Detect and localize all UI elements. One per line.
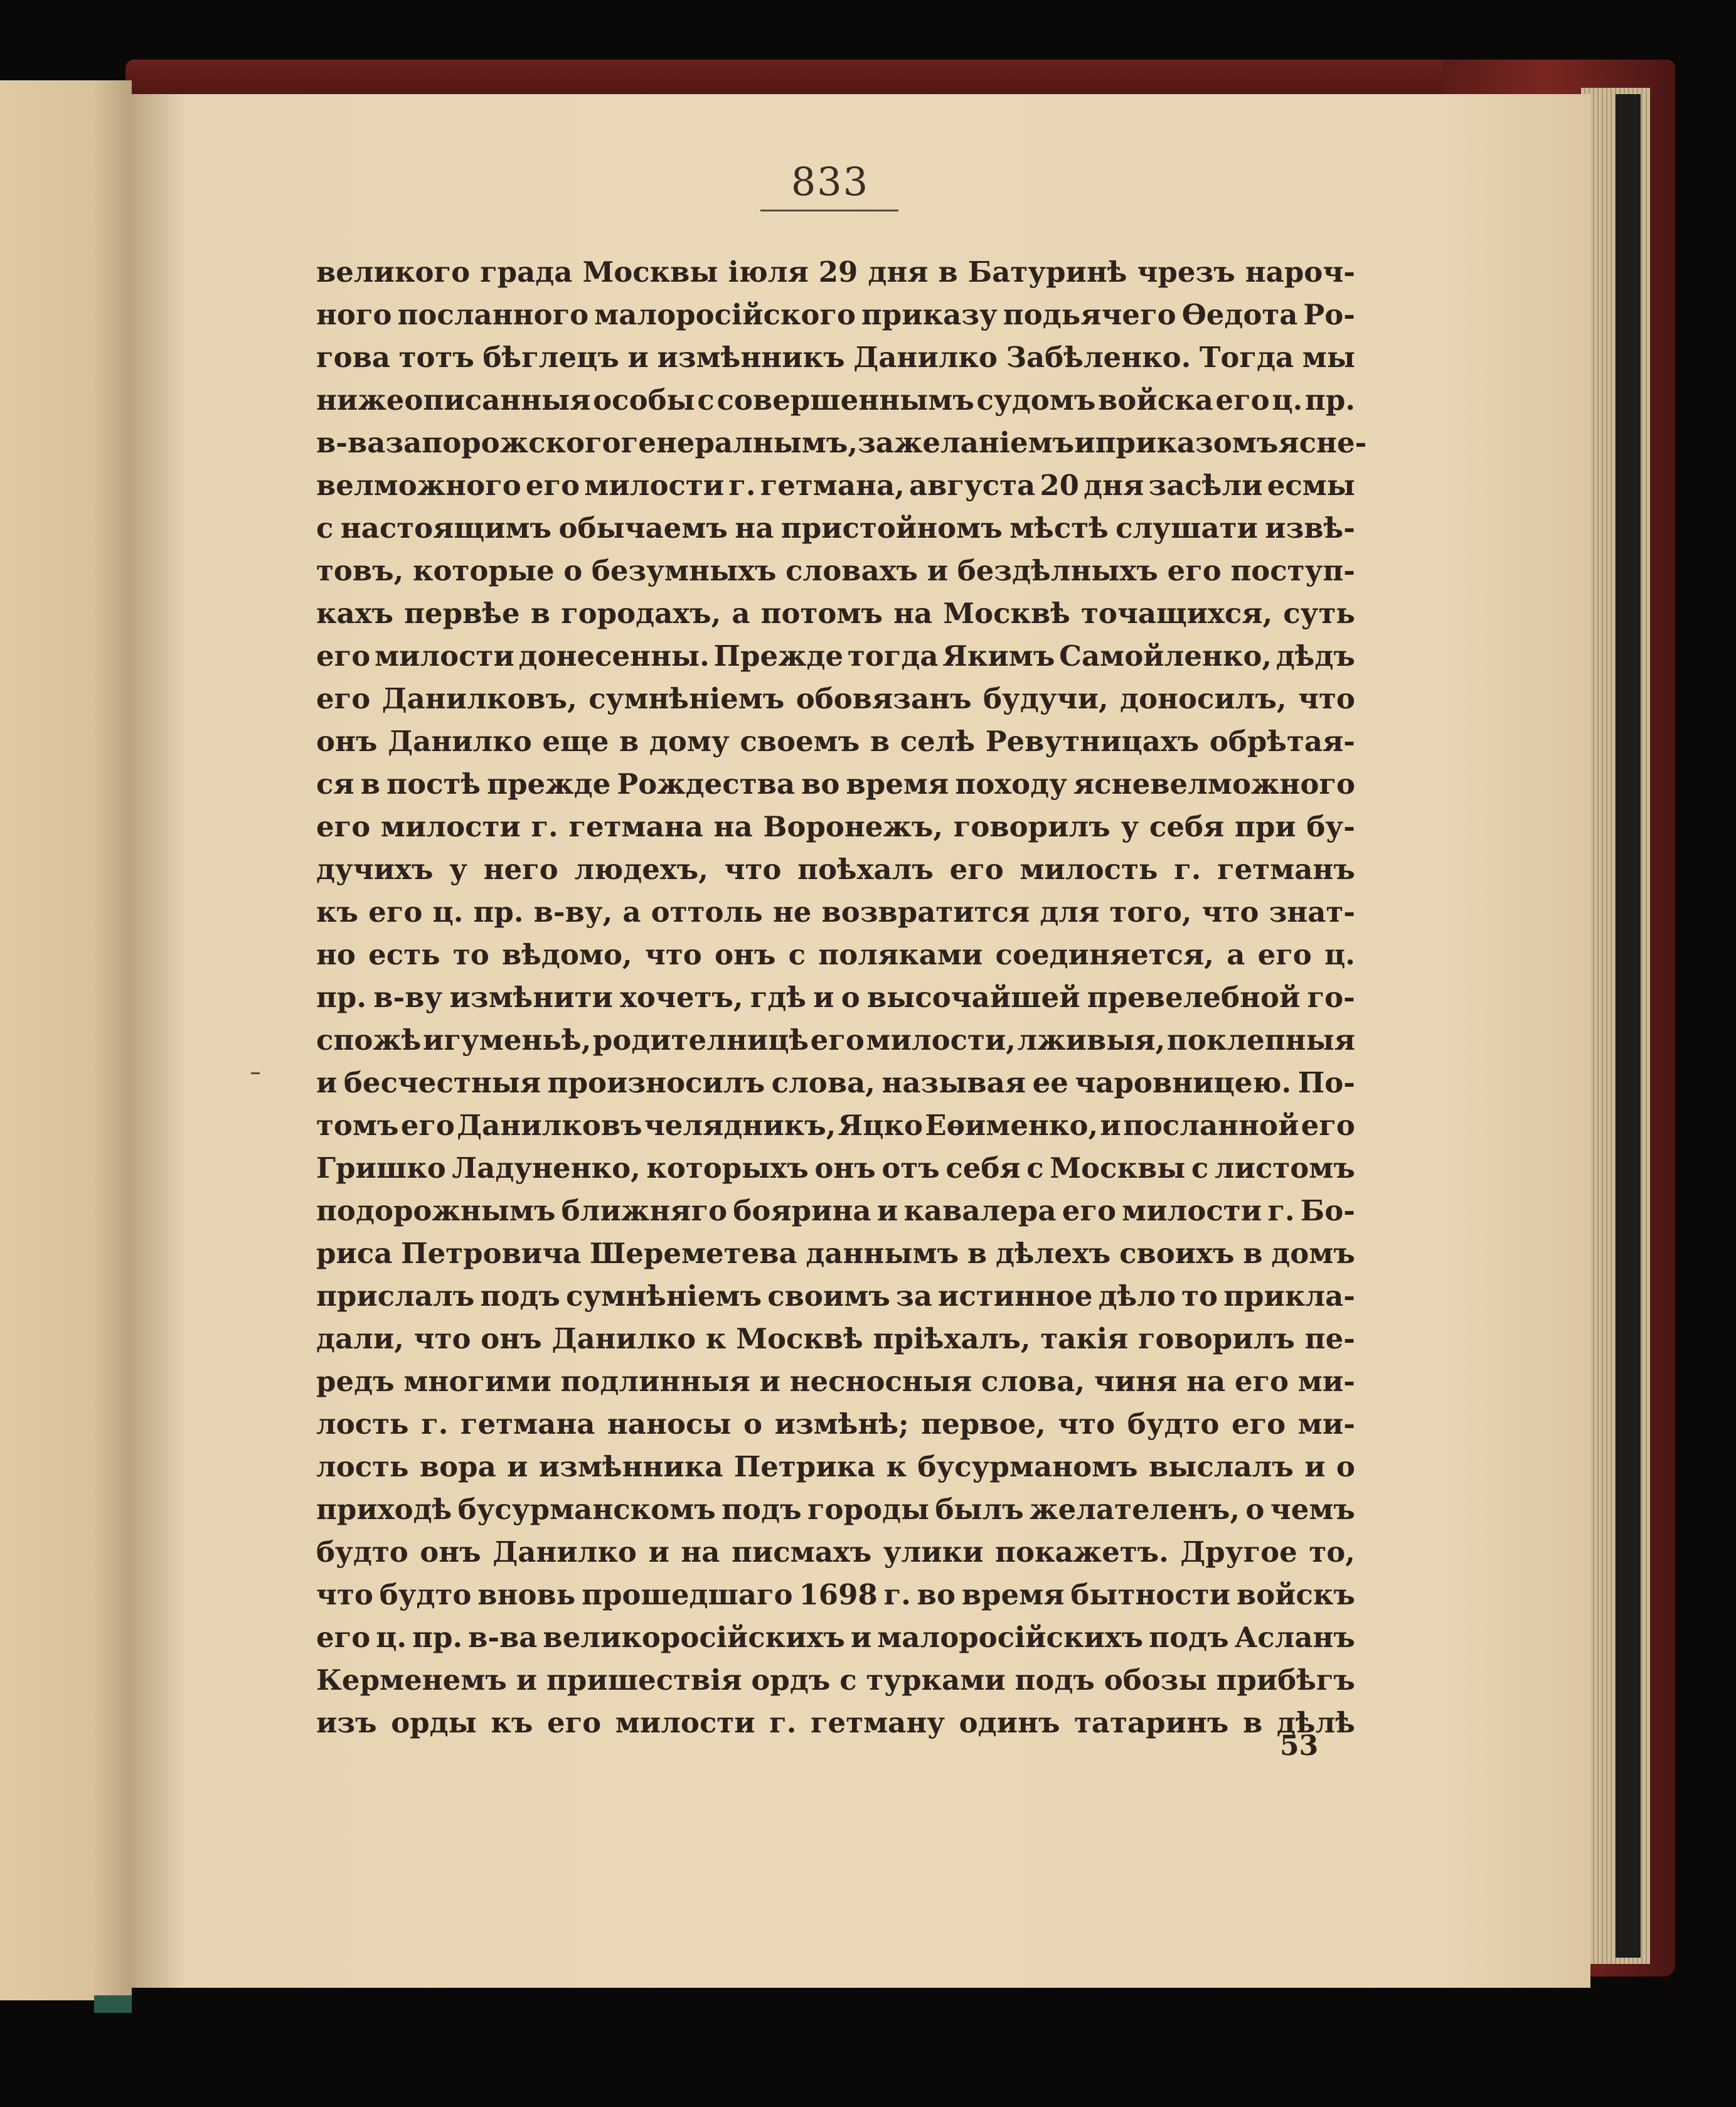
- signature-mark: 53: [1280, 1730, 1319, 1762]
- text-line: къ его ц. пр. в-ву, а оттоль не возвратится для того, что знат-: [316, 895, 1355, 929]
- text-line: риса Петровича Шереметева даннымъ в дѣлехъ своихъ в домъ: [316, 1237, 1355, 1270]
- text-line: его Данилковъ, сумнѣніемъ обовязанъ будучи, доносилъ, что: [316, 682, 1355, 715]
- text-line: ся в постѣ прежде Рождества во время походу ясневелможного: [316, 767, 1355, 801]
- text-line: его ц. пр. в-ва великоросійскихъ и малоросійскихъ подъ Асланъ: [316, 1621, 1355, 1654]
- text-line: прислалъ подъ сумнѣніемъ своимъ за истинное дѣло то прикла-: [316, 1279, 1355, 1313]
- text-line: лость г. гетмана наносы о измѣнѣ; первое, что будто его ми-: [316, 1407, 1355, 1441]
- left-page: [0, 80, 132, 2000]
- text-line: приходѣ бусурманскомъ подъ городы былъ желателенъ, о чемъ: [316, 1493, 1355, 1526]
- text-line: лость вора и измѣнника Петрика к бусурманомъ выслалъ и о: [316, 1450, 1355, 1483]
- text-line: товъ, которые о безумныхъ словахъ и бездѣлныхъ его поступ-: [316, 554, 1355, 587]
- text-line: Гришко Ладуненко, которыхъ онъ отъ себя с Москвы с листомъ: [316, 1151, 1355, 1185]
- text-line: ного посланного малоросійского приказу подьячего Ѳедота Ро-: [316, 298, 1355, 331]
- text-line: его милости донесенны. Прежде тогда Якимъ Самойленко, дѣдъ: [316, 639, 1355, 673]
- text-line: гова тотъ бѣглецъ и измѣнникъ Данилко Забѣленко. Тогда мы: [316, 341, 1355, 374]
- text-line: но есть то вѣдомо, что онъ с поляками соединяется, а его ц.: [316, 938, 1355, 971]
- text-line: кахъ первѣе в городахъ, а потомъ на Москвѣ точащихся, суть: [316, 597, 1355, 630]
- left-page-binding-cloth: [94, 1995, 132, 2013]
- text-line: и бесчестныя произносилъ слова, называя ее чаровницею. По-: [316, 1066, 1355, 1099]
- text-line: редъ многими подлинныя и несносныя слова, чиня на его ми-: [316, 1365, 1355, 1398]
- text-line: онъ Данилко еще в дому своемъ в селѣ Ревутницахъ обрѣтая-: [316, 725, 1355, 758]
- page-number-rule: [760, 210, 898, 211]
- text-line: в-ва запорожского генералнымъ, за желаніемъ и приказомъ ясне-: [316, 426, 1367, 459]
- text-line: что будто вновь прошедшаго 1698 г. во время бытности войскъ: [316, 1578, 1355, 1611]
- text-line: дучихъ у него людехъ, что поѣхалъ его милость г. гетманъ: [316, 853, 1355, 886]
- page-edge-shadow: [1616, 94, 1641, 1958]
- text-line: пр. в-ву измѣнити хочетъ, гдѣ и о высочайшей превелебной го-: [316, 981, 1355, 1014]
- text-line: нижеописанныя особы с совершеннымъ судомъ войска его ц. пр.: [316, 383, 1355, 417]
- margin-mark: [251, 1072, 260, 1074]
- text-line: великого града Москвы іюля 29 дня в Батуринѣ чрезъ нароч-: [316, 255, 1355, 289]
- text-line: подорожнымъ ближняго боярина и кавалера его милости г. Бо-: [316, 1194, 1355, 1227]
- text-line: с настоящимъ обычаемъ на пристойномъ мѣстѣ слушати извѣ-: [316, 511, 1355, 545]
- text-line: будто онъ Данилко и на писмахъ улики покажетъ. Другое то,: [316, 1535, 1355, 1569]
- text-line: велможного его милости г. гетмана, августа 20 дня засѣли есмы: [316, 469, 1355, 502]
- page-number: 833: [791, 159, 870, 205]
- text-line: его милости г. гетмана на Воронежъ, говорилъ у себя при бу-: [316, 810, 1355, 843]
- text-line: изъ орды къ его милости г. гетману одинъ татаринъ в дѣлѣ: [316, 1706, 1355, 1739]
- text-line: Керменемъ и пришествія ордъ с турками подъ обозы прибѣгъ: [316, 1663, 1355, 1697]
- text-line: спожѣ игуменьѣ, родителницѣ его милости, лживыя, поклепныя: [316, 1023, 1355, 1057]
- body-text: [316, 251, 1367, 1744]
- text-line: дали, что онъ Данилко к Москвѣ пріѣхалъ, такія говорилъ пе-: [316, 1322, 1355, 1355]
- text-line: томъ его Данилковъ челядникъ, Яцко Еѳименко, и посланной его: [316, 1109, 1355, 1142]
